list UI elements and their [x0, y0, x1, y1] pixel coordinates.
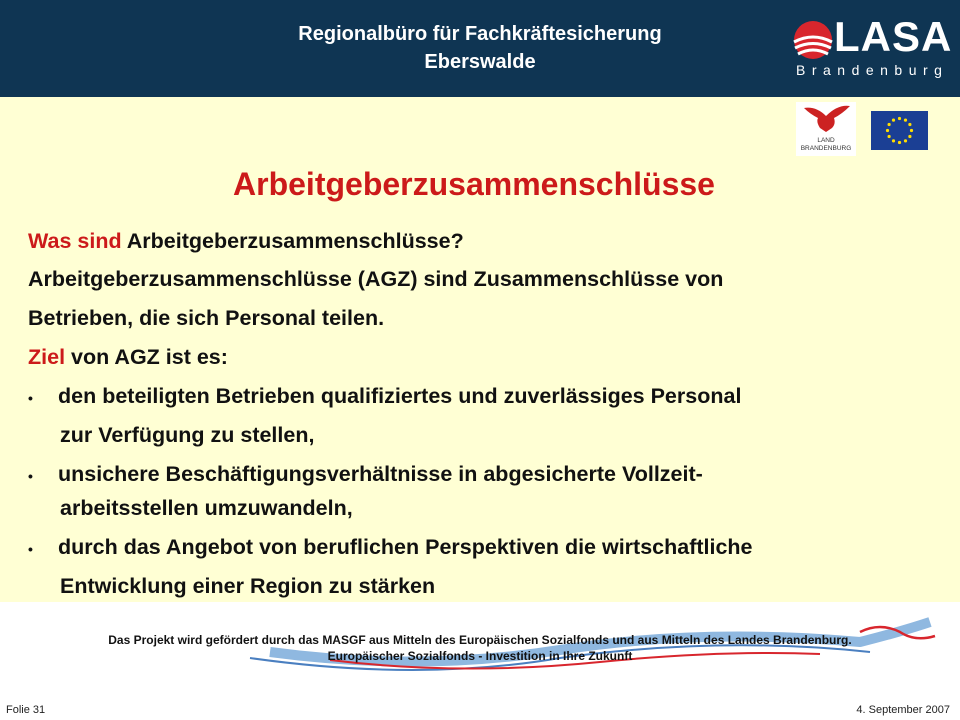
bullet-1-line1: den beteiligten Betrieben qualifiziertes und zuverlässiges Personal: [58, 384, 742, 408]
definition-line1: Arbeitgeberzusammenschlüsse (AGZ) sind Zusammenschlüsse von: [28, 267, 724, 291]
eu-star-icon: [898, 141, 901, 144]
goal-red-text: Ziel: [28, 345, 66, 369]
eu-star-icon: [908, 123, 911, 126]
slide-title: Arbeitgeberzusammenschlüsse: [233, 166, 715, 202]
land-logo-line1: LAND: [817, 137, 835, 144]
slide-date: 4. September 2007: [856, 704, 950, 716]
question-line: [28, 226, 464, 256]
footer-line1: Das Projekt wird gefördert durch das MASGF aus Mitteln des Europäischen Sozialfonds und aus Mitteln des Landes Brandenburg.: [108, 633, 852, 647]
definition-line2: Betrieben, die sich Personal teilen.: [28, 306, 385, 330]
eu-star-icon: [908, 135, 911, 138]
bullet-dot-icon: •: [28, 468, 33, 484]
eu-star-icon: [888, 135, 891, 138]
eagle-icon: [796, 102, 856, 156]
header-title-line2: Eberswalde: [424, 51, 536, 73]
eu-star-icon: [892, 119, 895, 122]
bullet-dot-icon: •: [28, 541, 33, 557]
land-brandenburg-logo: [796, 102, 856, 156]
bullet-1-line2: zur Verfügung zu stellen,: [60, 423, 315, 447]
eu-star-icon: [904, 139, 907, 142]
footer-line2: Europäischer Sozialfonds - Investition in Ihre Zukunft: [327, 649, 633, 663]
lasa-logo-text: LASA: [834, 13, 953, 60]
header-title-line1: Regionalbüro für Fachkräftesicherung: [298, 23, 662, 45]
eu-star-icon: [886, 129, 889, 132]
header-title: [180, 20, 780, 76]
goal-line: [28, 342, 228, 372]
eu-star-icon: [888, 123, 891, 126]
lasa-logo-subtext: Brandenburg: [796, 62, 949, 78]
bullet-3-line2: Entwicklung einer Region zu stärken: [60, 574, 436, 598]
eu-star-icon: [898, 117, 901, 120]
bullet-dot-icon: •: [28, 390, 33, 406]
bullet-2-line1: unsichere Beschäftigungsverhältnisse in abgesicherte Vollzeit-: [58, 462, 703, 486]
land-logo-line2: BRANDENBURG: [800, 145, 852, 152]
bullet-3-line1: durch das Angebot von beruflichen Perspektiven die wirtschaftliche: [58, 535, 753, 559]
question-red-text: Was sind: [28, 229, 122, 253]
header-bar: [0, 0, 960, 97]
eu-star-icon: [892, 139, 895, 142]
goal-rest-text: von AGZ ist es:: [65, 345, 228, 369]
eu-star-icon: [904, 119, 907, 122]
question-rest-text: Arbeitgeberzusammenschlüsse?: [121, 229, 464, 253]
eu-star-icon: [910, 129, 913, 132]
footer-funding-text: [0, 632, 960, 664]
bullet-2-line2: arbeitsstellen umzuwandeln,: [60, 496, 353, 520]
eu-flag-icon: [871, 111, 928, 150]
slide-number: Folie 31: [6, 704, 46, 716]
